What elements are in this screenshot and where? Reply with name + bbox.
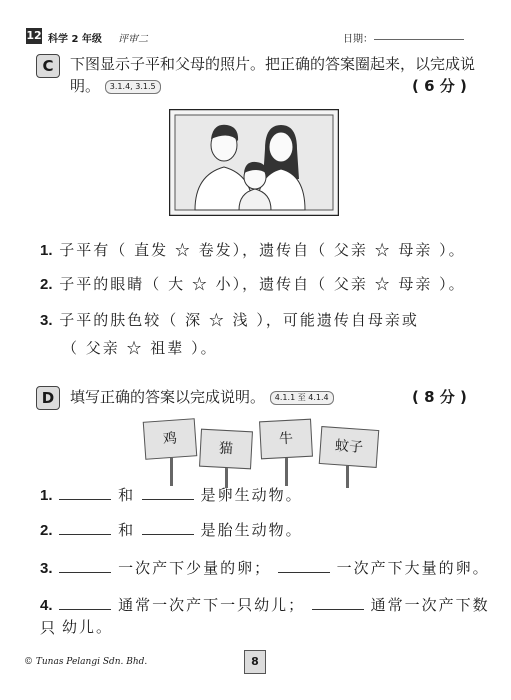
answer-blank[interactable]: [59, 557, 111, 573]
section-c-question-line1: 下图显示子平和父母的照片。把正确的答案圈起来，以完成说: [70, 55, 476, 73]
item-text-a: 和: [118, 486, 136, 504]
item-number: 1.: [40, 242, 53, 259]
sign-chicken: 鸡: [143, 418, 198, 460]
item-number: 4.: [40, 597, 53, 614]
answer-blank[interactable]: [59, 594, 111, 610]
item-number: 1.: [40, 487, 53, 504]
item-text-b: 是胎生动物。: [200, 521, 303, 539]
section-d-item-2: [40, 519, 480, 542]
answer-blank[interactable]: [312, 594, 364, 610]
sign-mosquito: 蚊子: [319, 426, 380, 468]
animal-signboards: [144, 420, 384, 490]
item-number: 3.: [40, 560, 53, 577]
date-line: [374, 39, 464, 40]
item-number: 2.: [40, 522, 53, 539]
section-c-badge: C: [36, 54, 60, 78]
item-text-b: 是卵生动物。: [200, 486, 303, 504]
item-number: 2.: [40, 276, 53, 293]
sign-cow: 牛: [259, 419, 313, 460]
section-c-question-line2-text: 明。: [70, 77, 101, 95]
answer-blank[interactable]: [59, 519, 111, 535]
item-text: 子平的眼睛（ 大 ☆ 小），遗传自（ 父亲 ☆ 母亲 ）。: [59, 275, 466, 293]
section-d-badge: D: [36, 386, 60, 410]
assessment-label: 评审二: [118, 34, 148, 45]
section-c-item-2: [40, 273, 480, 296]
section-d-item-1: [40, 484, 480, 507]
section-c-item-1: [40, 239, 480, 262]
item-text-b: 通常一次产下数只: [40, 596, 490, 637]
answer-blank[interactable]: [59, 484, 111, 500]
item-text: 子平的肤色较（ 深 ☆ 浅 ），可能遗传自母亲或: [59, 311, 419, 329]
answer-blank[interactable]: [142, 484, 194, 500]
answer-blank[interactable]: [142, 519, 194, 535]
section-d-question-text: 填写正确的答案以完成说明。: [70, 388, 266, 406]
section-c-marks: ( 6 分 ): [412, 77, 467, 95]
family-photo-illustration: [169, 109, 339, 216]
item-text-a: 和: [118, 521, 136, 539]
section-c-item-3: [40, 309, 480, 332]
section-d-marks: ( 8 分 ): [412, 388, 467, 406]
item-number: 3.: [40, 312, 53, 329]
answer-blank[interactable]: [278, 557, 330, 573]
page-number: 8: [244, 650, 266, 674]
date-label: 日期：: [343, 34, 373, 45]
item-text-a: 通常一次产下一只幼儿；: [118, 596, 306, 614]
item-text: 子平有（ 直发 ☆ 卷发），遗传自（ 父亲 ☆ 母亲 ）。: [59, 241, 466, 259]
item-text-a: 一次产下少量的卵；: [118, 559, 272, 577]
publisher-logo: 12: [26, 29, 42, 42]
section-c-reference: 3.1.4, 3.1.5: [105, 80, 161, 94]
family-photo: [169, 109, 339, 216]
section-d-question: [70, 386, 334, 408]
item-text: （ 父亲 ☆ 祖辈 ）。: [62, 339, 218, 357]
item-text-b: 一次产下大量的卵。: [336, 559, 490, 577]
section-d-reference: 4.1.1 至 4.1.4: [270, 391, 334, 405]
sign-cat: 猫: [199, 429, 253, 470]
book-title: 科学 2 年级: [48, 34, 102, 45]
section-c-item-3-cont: [62, 337, 482, 359]
copyright-text: © Tunas Pelangi Sdn. Bhd.: [24, 657, 148, 667]
section-d-item-4-cont: 幼儿。: [62, 618, 114, 636]
section-d-item-3: [40, 557, 490, 580]
